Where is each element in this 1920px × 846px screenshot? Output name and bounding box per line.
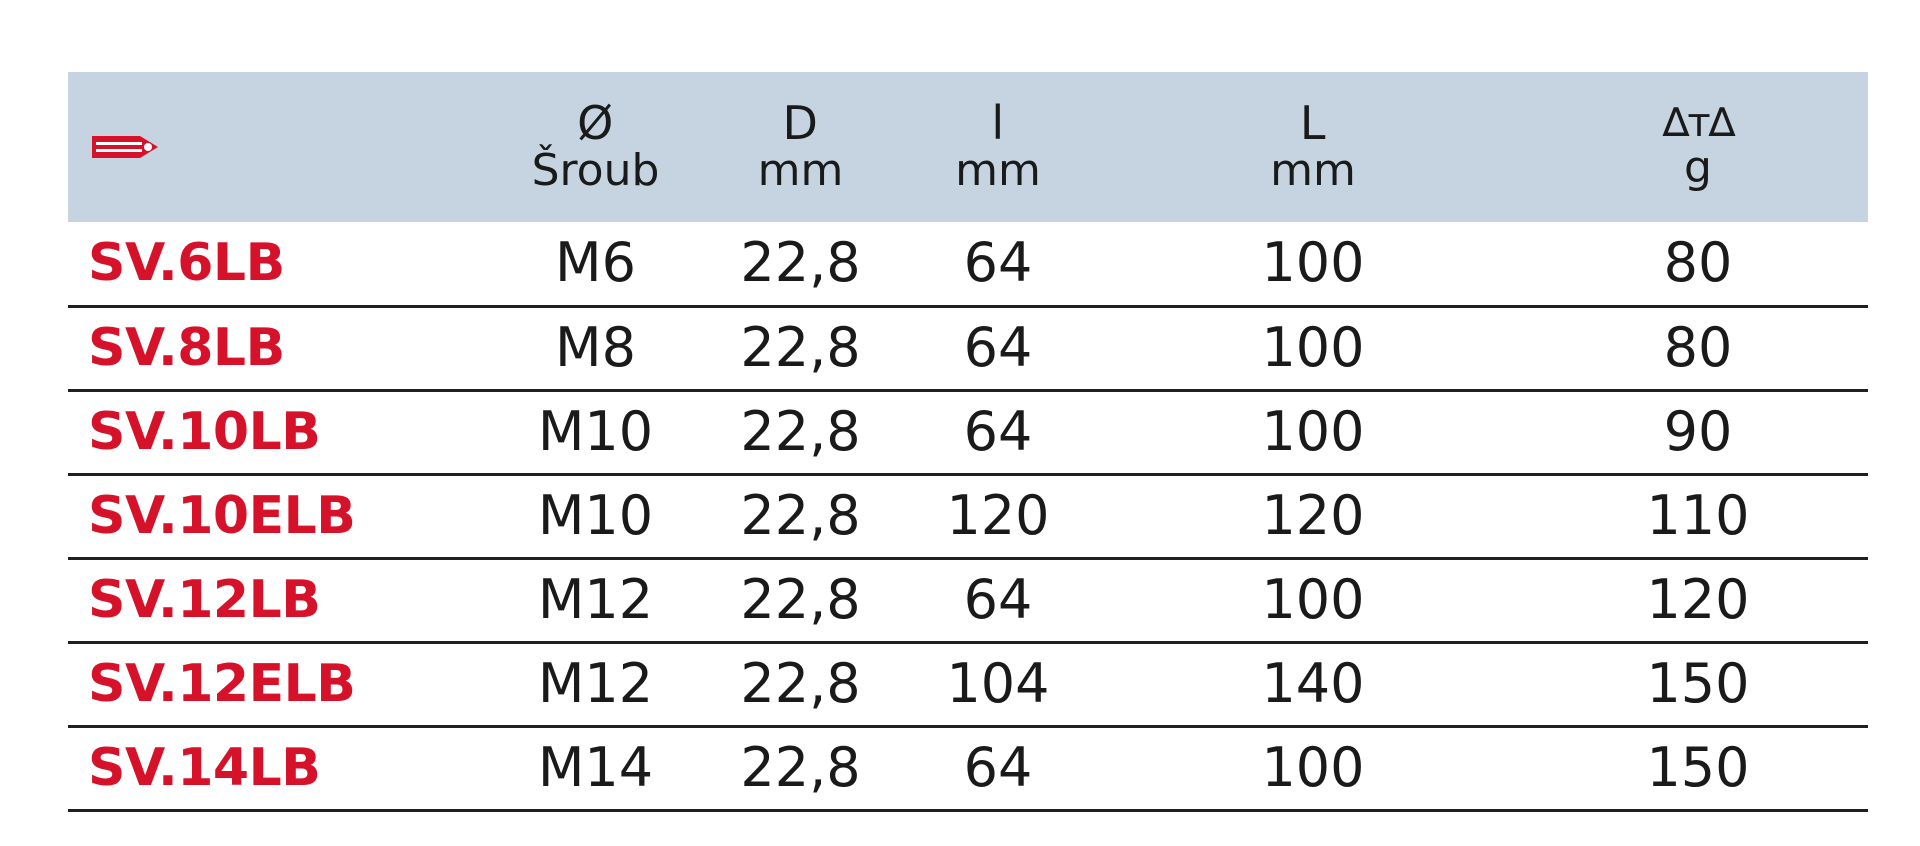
weight-column-header [1528,72,1868,222]
i-unit: mm [955,145,1041,197]
i-cell: 64 [898,390,1098,474]
screw-cell: M12 [488,642,703,726]
d-cell: 22,8 [703,558,898,642]
table-header-row [68,72,1868,222]
screw-diameter-column-header [488,72,703,222]
l-cell: 120 [1098,474,1528,558]
d-unit: mm [757,145,844,197]
i-cell: 64 [898,726,1098,810]
screw-cell: M10 [488,474,703,558]
l-cell: 140 [1098,642,1528,726]
weight-cell: 90 [1528,390,1868,474]
screw-cell: M8 [488,306,703,390]
product-code-column-header [68,72,488,222]
bottom-rule [68,810,1868,842]
table-header [68,72,1868,222]
weight-cell: 80 [1528,306,1868,390]
scale-weight-icon: ∆ᴛ∆ [1662,100,1734,147]
l-unit: mm [1270,145,1356,197]
l-cell: 100 [1098,390,1528,474]
d-symbol: D [782,96,819,151]
d-cell: 22,8 [703,726,898,810]
screw-cell: M14 [488,726,703,810]
product-code-cell: SV.8LB [68,306,488,390]
product-code-cell: SV.12LB [68,558,488,642]
l-symbol: L [1299,96,1327,151]
product-code-cell: SV.10ELB [68,474,488,558]
d-cell: 22,8 [703,642,898,726]
l-cell: 100 [1098,558,1528,642]
d-cell: 22,8 [703,306,898,390]
i-cell: 64 [898,306,1098,390]
table-row [68,558,1868,642]
weight-cell: 80 [1663,231,1733,295]
product-code-cell: SV.6LB [88,233,285,294]
weight-cell: 120 [1528,558,1868,642]
weight-cell: 150 [1528,726,1868,810]
i-cell: 64 [898,558,1098,642]
table-body [68,222,1868,810]
product-code-cell: SV.12ELB [68,642,488,726]
i-symbol: l [991,96,1005,151]
i-cell: 120 [898,474,1098,558]
d-cell: 22,8 [740,231,861,295]
product-specification-table [68,72,1868,842]
table-row [68,222,1868,306]
product-code-tag-icon [90,130,168,164]
i-column-header [898,72,1098,222]
screw-diameter-label: Šroub [531,145,660,197]
i-cell: 104 [898,642,1098,726]
table-row [68,726,1868,810]
product-code-cell: SV.10LB [68,390,488,474]
screw-cell: M6 [555,231,636,295]
l-cell: 100 [1261,231,1365,295]
table-row [68,306,1868,390]
d-column-header [703,72,898,222]
table-row [68,642,1868,726]
screw-cell: M12 [488,558,703,642]
d-cell: 22,8 [703,390,898,474]
l-cell: 100 [1098,726,1528,810]
table-row [68,390,1868,474]
screw-cell: M10 [488,390,703,474]
l-cell: 100 [1098,306,1528,390]
i-cell: 64 [963,231,1033,295]
table-row [68,474,1868,558]
product-code-cell: SV.14LB [68,726,488,810]
weight-cell: 110 [1528,474,1868,558]
weight-unit: g [1684,141,1712,193]
l-column-header [1098,72,1528,222]
table-footer-rule [68,810,1868,842]
screw-diameter-symbol: Ø [577,96,614,151]
weight-cell: 150 [1528,642,1868,726]
d-cell: 22,8 [703,474,898,558]
